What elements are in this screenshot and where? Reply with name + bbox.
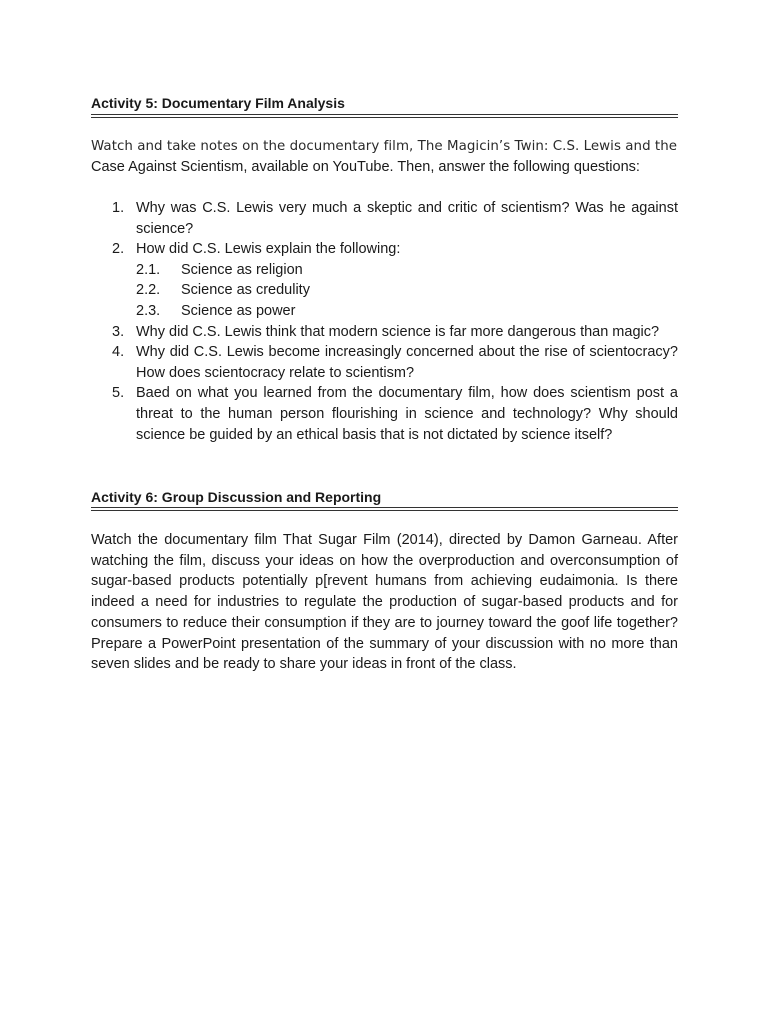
question-text: How did C.S. Lewis explain the following: <box>136 241 401 258</box>
sub-question-item <box>136 301 678 322</box>
question-item <box>91 342 678 383</box>
sub-question-number: 2.3. <box>136 302 161 319</box>
question-item <box>91 322 678 343</box>
sub-question-text: Science as power <box>181 302 296 319</box>
question-sublist <box>136 260 678 322</box>
sub-question-text: Science as religion <box>181 261 303 278</box>
activity-5-intro-line-2: Case Against Scientism, available on YouTube. Then, answer the following questions: <box>91 159 640 175</box>
activity-5-heading: Activity 5: Documentary Film Analysis <box>91 95 345 111</box>
question-number: 3. <box>112 323 125 340</box>
question-text: Why did C.S. Lewis think that modern science is far more dangerous than magic? <box>136 323 660 340</box>
sub-question-item <box>136 260 678 281</box>
question-item <box>91 239 678 321</box>
question-item <box>91 198 678 239</box>
sub-question-number: 2.2. <box>136 282 161 299</box>
activity-5-question-list <box>91 198 678 445</box>
question-text: Why was C.S. Lewis very much a skeptic and critic of scientism? Was he against science? <box>136 200 678 237</box>
activity-5-heading-rule <box>91 114 678 118</box>
activity-5-intro-line-1: Watch and take notes on the documentary film, The Magicin’s Twin: C.S. Lewis and the <box>91 139 678 154</box>
sub-question-item <box>136 280 678 301</box>
activity-6-heading: Activity 6: Group Discussion and Reporting <box>91 489 382 505</box>
activity-6-body: Watch the documentary film That Sugar Film (2014), directed by Damon Garneau. After watching the film, discuss your ideas on how the overproduction and overconsumption of sugar-based products potentially p[revent humans from achieving eudaimonia. Is there indeed a need for industries to regulate the production of sugar-based products and for consumers to reduce their consumption if they are to journey toward the goof life together? Prepare a PowerPoint presentation of the summary of your discussion with no more than seven slides and be ready to share your ideas in front of the class. <box>91 532 678 673</box>
question-number: 1. <box>112 200 125 216</box>
question-item <box>91 383 678 445</box>
activity-6-heading-rule <box>91 507 678 511</box>
question-text: Why did C.S. Lewis become increasingly concerned about the rise of scientocracy? How does scientocracy relate to scientism? <box>136 344 678 381</box>
question-number: 2. <box>112 241 125 258</box>
sub-question-number: 2.1. <box>136 261 161 278</box>
question-text: Baed on what you learned from the documentary film, how does scientism post a threat to the human person flourishing in science and technology? Why should science be guided by an ethical basis that is not dictated by science itself? <box>136 385 678 443</box>
question-number: 4. <box>112 344 125 361</box>
question-number: 5. <box>112 385 125 402</box>
sub-question-text: Science as credulity <box>181 282 310 299</box>
